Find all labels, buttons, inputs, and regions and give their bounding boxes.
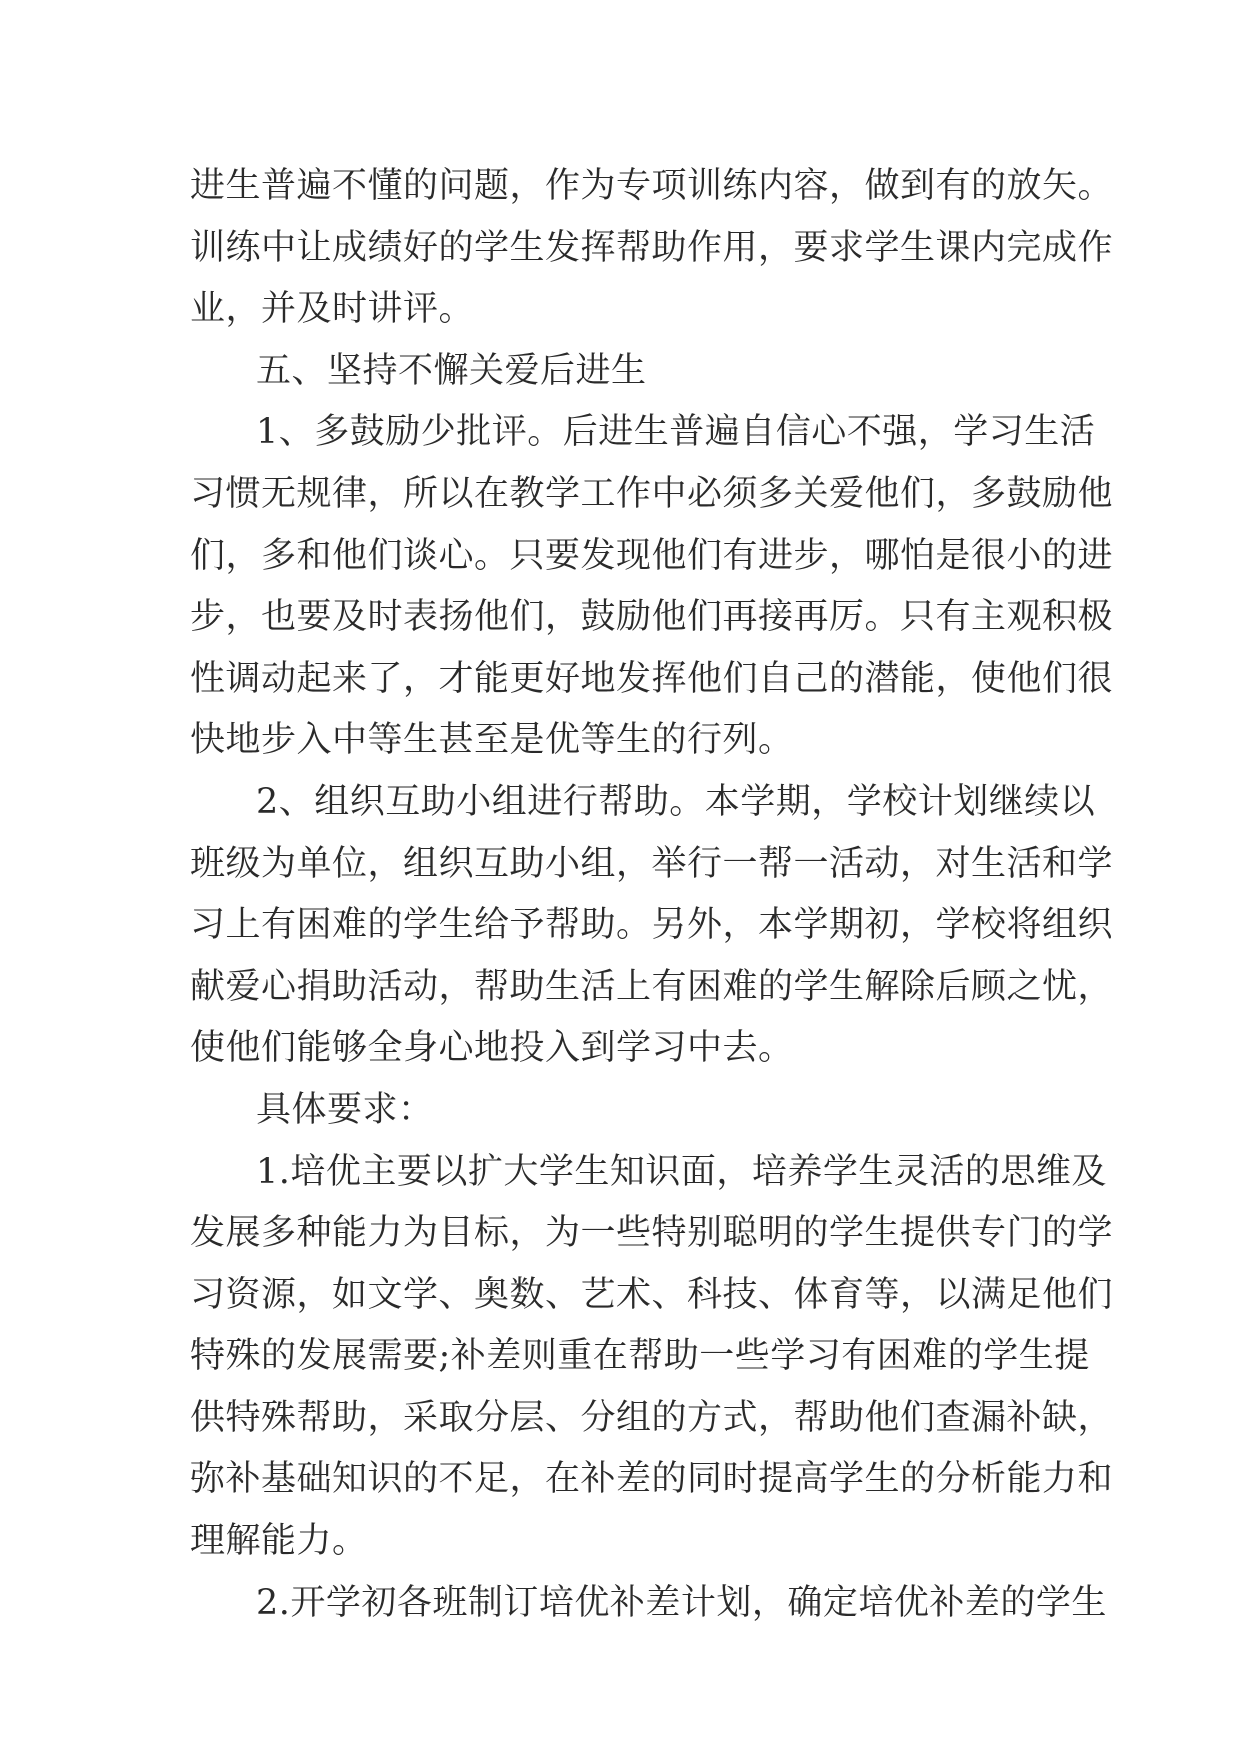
body-line: 快地步入中等生甚至是优等生的行列。 xyxy=(190,720,794,761)
body-line: 习惯无规律，所以在教学工作中必须多关爱他们，多鼓励他 xyxy=(190,473,1114,514)
body-line: 训练中让成绩好的学生发挥帮助作用，要求学生课内完成作 xyxy=(190,227,1114,268)
body-line: 班级为单位，组织互助小组，举行一帮一活动，对生活和学 xyxy=(190,843,1114,884)
body-line: 习上有困难的学生给予帮助。另外，本学期初，学校将组织 xyxy=(190,905,1114,946)
body-line: 献爱心捐助活动，帮助生活上有困难的学生解除后顾之忧， xyxy=(190,966,1114,1007)
body-line: 步，也要及时表扬他们，鼓励他们再接再厉。只有主观积极 xyxy=(190,597,1114,638)
body-line: 特殊的发展需要;补差则重在帮助一些学习有困难的学生提 xyxy=(190,1336,1090,1377)
body-line: 1.培优主要以扩大学生知识面，培养学生灵活的思维及 xyxy=(256,1151,1107,1192)
body-line: 理解能力。 xyxy=(190,1521,368,1562)
body-line: 2、组织互助小组进行帮助。本学期，学校计划继续以 xyxy=(256,781,1096,822)
body-line: 习资源，如文学、奥数、艺术、科技、体育等，以满足他们 xyxy=(190,1274,1114,1315)
body-line: 供特殊帮助，采取分层、分组的方式，帮助他们查漏补缺， xyxy=(190,1397,1114,1438)
body-line: 弥补基础知识的不足，在补差的同时提高学生的分析能力和 xyxy=(190,1459,1114,1500)
body-line: 1、多鼓励少批评。后进生普遍自信心不强，学习生活 xyxy=(256,412,1096,453)
body-line: 进生普遍不懂的问题，作为专项训练内容，做到有的放矢。 xyxy=(190,166,1114,206)
subheading: 具体要求： xyxy=(256,1089,434,1130)
document-body xyxy=(190,156,1114,1634)
body-line: 们，多和他们谈心。只要发现他们有进步，哪怕是很小的进 xyxy=(190,535,1114,576)
body-line: 性调动起来了，才能更好地发挥他们自己的潜能，使他们很 xyxy=(190,658,1114,699)
section-heading: 五、坚持不懈关爱后进生 xyxy=(256,350,647,391)
body-line: 发展多种能力为目标，为一些特别聪明的学生提供专门的学 xyxy=(190,1213,1114,1254)
body-line: 业，并及时讲评。 xyxy=(190,289,475,330)
body-line: 2.开学初各班制订培优补差计划，确定培优补差的学生 xyxy=(256,1582,1107,1623)
body-line: 使他们能够全身心地投入到学习中去。 xyxy=(190,1028,794,1069)
